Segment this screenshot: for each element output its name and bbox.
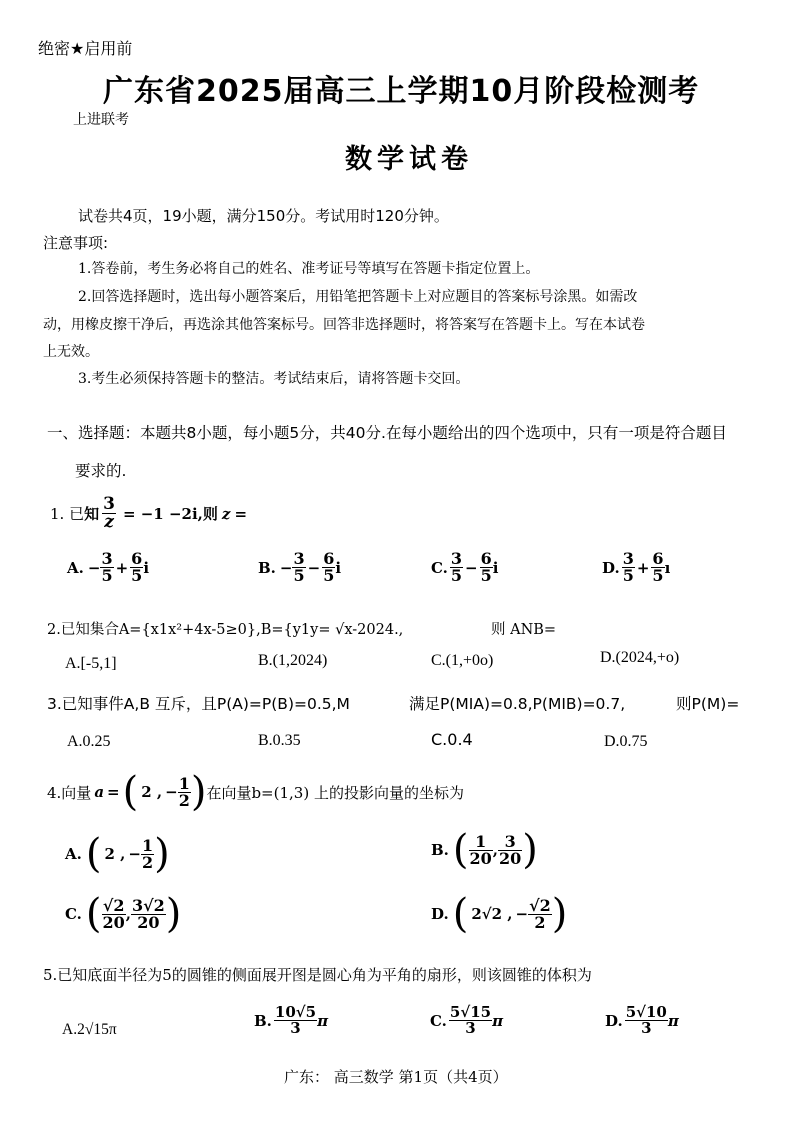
q4-c-sep: , <box>125 905 132 923</box>
notes-heading: 注意事项: <box>43 234 109 252</box>
q1-stem-b: = −1 −2i,则 <box>122 505 218 523</box>
page-footer: 广东： 高三数学 第1页（共4页） <box>284 1068 508 1086</box>
q4-eq: = <box>107 783 120 801</box>
secret-label: 绝密★启用前 <box>38 39 133 58</box>
note-item-3: 3.考生必须保持答题卡的整洁。考试结束后，请将答题卡交回。 <box>78 371 470 387</box>
q1-b-label: B. <box>258 558 276 577</box>
q2-option-a[interactable]: A.[-5,1] <box>65 655 117 672</box>
q5-b-label: B. <box>254 1011 272 1030</box>
question-1-stem <box>50 496 247 531</box>
question-4-stem: 4.向量 a = ( 2 , − $\frac{1}{2}$ ) 在向量b=(1,3) 上的投影向量的坐标为 <box>47 769 464 815</box>
q4-d-x: 2√2 , <box>471 905 513 923</box>
q5-c-label: C. <box>430 1011 447 1030</box>
q2-option-d[interactable]: D.(2024,+o) <box>600 649 680 666</box>
subject-title: 数学试卷 <box>345 144 473 175</box>
q4-stem-tail: 在向量b=(1,3) 上的投影向量的坐标为 <box>206 783 464 802</box>
q1-a-sign: − <box>87 558 101 577</box>
q1-d-d1: 5 <box>622 566 634 585</box>
q1-a-d2: 5 <box>131 566 143 585</box>
q4-d-label: D. <box>431 905 449 923</box>
q4-prefix: 4.向量 <box>47 783 92 802</box>
q4-a-num: 1 <box>141 835 154 855</box>
q1-b-n1: 3 <box>293 549 305 568</box>
q4-c-d1: 20 <box>102 912 125 932</box>
q1-c-n2: 6 <box>480 549 492 568</box>
q3-option-a[interactable]: A.0.25 <box>67 733 111 750</box>
q5-c-den: 3 <box>465 1019 476 1037</box>
q2-option-c[interactable]: C.(1,+0o) <box>431 652 494 669</box>
q1-a-label: A. <box>67 558 84 577</box>
q4-option-c[interactable]: C. ( $\frac{√2}{20}$ , $\frac{3√2}{20}$ ) <box>65 891 182 937</box>
q4-b-d2: 20 <box>499 848 522 868</box>
q3-option-b[interactable]: B.0.35 <box>258 732 301 749</box>
q1-eq: = <box>234 504 248 523</box>
q5-d-num: 5√10 <box>625 1003 667 1021</box>
q1-a-n2: 6 <box>131 549 143 568</box>
q1-d-d2: 5 <box>652 566 664 585</box>
q5-b-den: 3 <box>290 1019 301 1037</box>
q5-b-pi: π <box>317 1011 329 1030</box>
q5-option-d[interactable] <box>605 1005 679 1036</box>
section-1-heading: 一、选择题：本题共8小题，每小题5分，共40分.在每小题给出的四个选项中，只有一项是符合题目 <box>47 424 727 442</box>
note-item-2-line-3: 上无效。 <box>43 344 99 360</box>
q4-b-sep: , <box>492 841 499 859</box>
exam-summary: 试卷共4页，19小题，满分150分。考试用时120分钟。 <box>78 207 449 225</box>
q1-b-d2: 5 <box>323 566 335 585</box>
q1-c-n1: 3 <box>450 549 463 568</box>
q4-a-label: A. <box>65 845 82 863</box>
question-5-stem: 5.已知底面半径为5的圆锥的侧面展开图是圆心角为平角的扇形，则该圆锥的体积为 <box>43 966 592 984</box>
q4-vec-sign: − <box>165 783 178 801</box>
q4-c-n2: 3√2 <box>132 895 165 915</box>
q4-vec-num: 1 <box>178 773 190 793</box>
exam-title: 广东省2025届高三上学期10月阶段检测考 <box>103 74 700 109</box>
q1-d-label: D. <box>602 558 620 577</box>
q1-stem-a: 知 <box>84 505 100 523</box>
q4-option-d[interactable]: D. ( 2√2 , − $\frac{√2}{2}$ ) <box>431 891 568 937</box>
q1-option-b[interactable] <box>258 551 341 584</box>
q4-a-sign: − <box>128 845 141 863</box>
q1-c-label: C. <box>431 558 448 577</box>
q5-c-pi: π <box>492 1011 504 1030</box>
question-3-stem-mid: 满足P(MIA)=0.8,P(MIB)=0.7, <box>409 695 626 713</box>
note-item-2-line-1: 2.回答选择题时，选出每小题答案后，用铅笔把答题卡上对应题目的答案标号涂黑。如需改 <box>78 289 638 305</box>
q1-b-d1: 5 <box>293 566 305 585</box>
q1-c-unit: i <box>492 558 499 577</box>
q1-d-n2: 6 <box>652 549 664 568</box>
q1-d-n1: 3 <box>622 549 634 568</box>
q5-c-num: 5√15 <box>449 1003 492 1021</box>
q4-d-num: √2 <box>529 895 551 915</box>
q1-a-d1: 5 <box>101 566 113 585</box>
question-3-stem: 3.已知事件A,B 互斥，且P(A)=P(B)=0.5,M <box>47 695 350 713</box>
q4-b-n2: 3 <box>498 834 522 851</box>
exam-subtitle: 上进联考 <box>73 112 129 128</box>
q1-fraction <box>102 496 116 531</box>
q1-a-n1: 3 <box>101 549 113 568</box>
q4-d-den: 2 <box>534 912 546 932</box>
q1-b-sign: − <box>279 558 293 577</box>
q1-option-d[interactable] <box>602 551 670 584</box>
q1-c-d1: 5 <box>450 566 463 585</box>
q5-option-c[interactable] <box>430 1005 503 1036</box>
q5-d-den: 3 <box>641 1019 652 1037</box>
q1-d-unit: ı <box>664 558 671 577</box>
q4-option-a[interactable]: A. ( 2 , − $\frac{1}{2}$ ) <box>65 831 170 877</box>
q1-a-unit: i <box>143 558 150 577</box>
note-item-1: 1.答卷前，考生务必将自己的姓名、准考证号等填写在答题卡指定位置上。 <box>78 261 540 277</box>
q4-vector-a: a <box>94 783 105 801</box>
question-3-stem-tail: 则P(M)= <box>676 695 740 713</box>
q1-frac-num: 3 <box>103 494 115 514</box>
q1-option-a[interactable] <box>67 551 149 584</box>
q2-option-b[interactable]: B.(1,2024) <box>258 652 328 669</box>
q4-vec-den: 2 <box>178 790 190 810</box>
q1-b-unit: i <box>335 558 342 577</box>
q4-c-label: C. <box>65 905 82 923</box>
q4-a-x: 2 , <box>104 845 126 863</box>
q1-z: z <box>221 504 231 523</box>
q1-b-n2: 6 <box>323 549 335 568</box>
q4-d-sign: − <box>515 905 529 923</box>
q4-b-d1: 20 <box>469 848 492 868</box>
q3-option-c[interactable]: C.0.4 <box>431 730 473 749</box>
q4-b-label: B. <box>431 841 449 859</box>
q3-option-d[interactable]: D.0.75 <box>604 733 648 750</box>
q5-option-a[interactable]: A.2√15π <box>62 1021 117 1038</box>
q4-c-d2: 20 <box>137 912 160 932</box>
q1-frac-den: z <box>104 512 114 532</box>
q1-prefix: 1. 已 <box>50 505 85 523</box>
section-1-heading-cont: 要求的. <box>75 462 127 480</box>
q5-d-label: D. <box>605 1011 623 1030</box>
q1-c-op: − <box>465 558 478 577</box>
q4-c-n1: √2 <box>102 895 125 915</box>
question-2-stem: 2.已知集合A={x1x²+4x-5≥0},B={y1y= √x-2024., <box>47 622 404 638</box>
q4-option-b[interactable]: B. ( $\frac{1}{20}$ , $\frac{3}{20}$ ) <box>431 827 538 873</box>
q5-b-num: 10√5 <box>274 1003 317 1021</box>
q1-option-c[interactable] <box>431 551 498 584</box>
question-2-stem-tail: 则 ANB= <box>491 622 557 638</box>
q1-d-op: + <box>636 558 650 577</box>
q5-d-pi: π <box>667 1011 679 1030</box>
q1-c-d2: 5 <box>480 566 492 585</box>
note-item-2-line-2: 动，用橡皮擦干净后，再选涂其他答案标号。回答非选择题时，将答案写在答题卡上。写在本试卷 <box>43 317 645 333</box>
q4-a-den: 2 <box>141 852 154 872</box>
q1-b-op: − <box>307 558 321 577</box>
q5-option-b[interactable] <box>254 1005 328 1036</box>
q4-b-n1: 1 <box>469 834 493 851</box>
q4-vec-x: 2 , <box>141 783 163 801</box>
q1-a-op: + <box>115 558 129 577</box>
